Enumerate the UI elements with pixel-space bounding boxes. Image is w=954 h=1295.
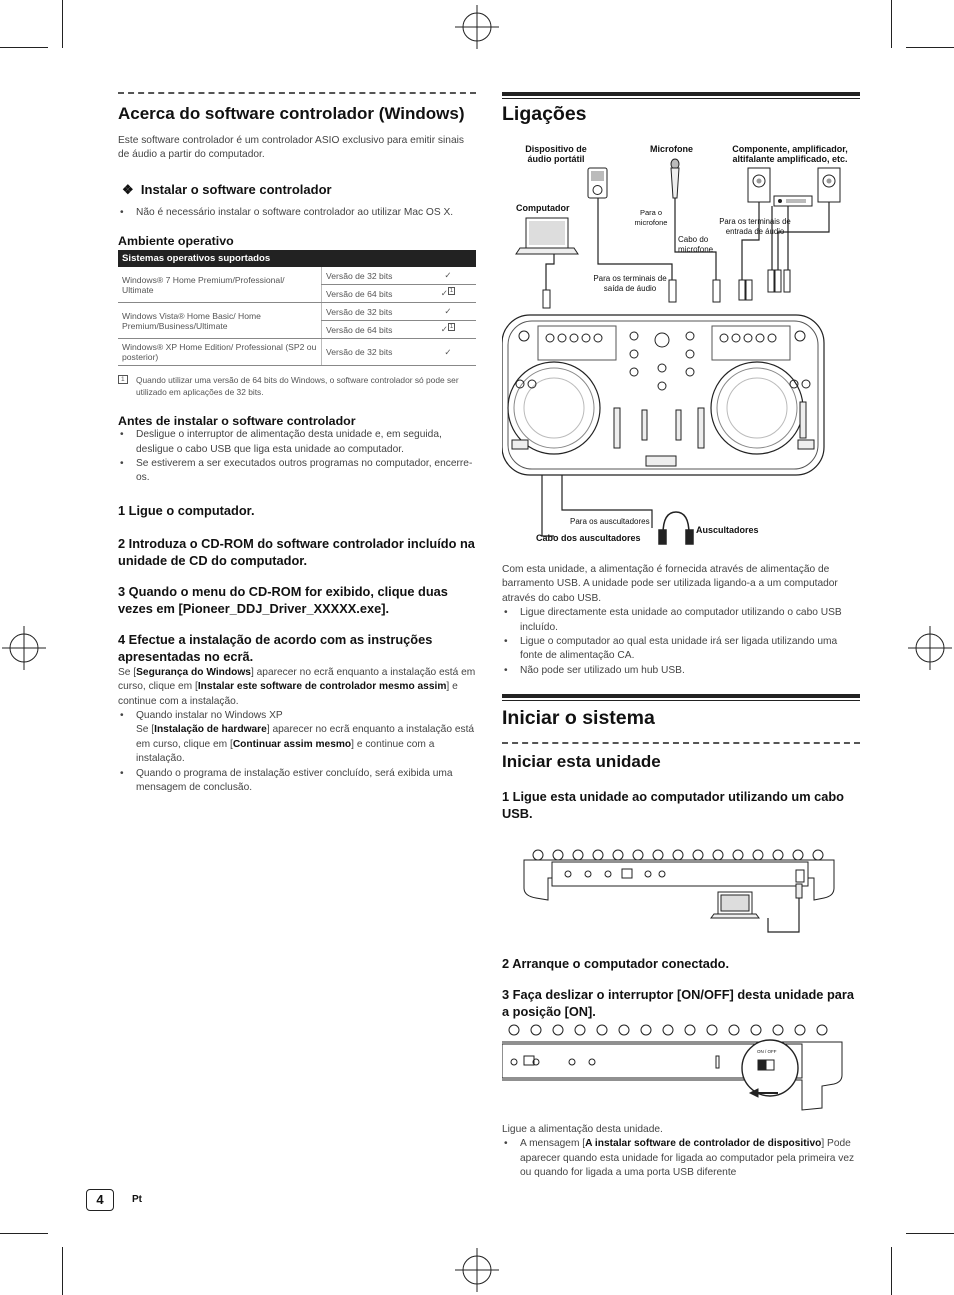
crop-mark (62, 0, 63, 48)
version-cell: Versão de 32 bits (322, 339, 421, 366)
rstep-2: 2 Arranque o computador conectado. (502, 956, 730, 971)
list-item (118, 709, 476, 767)
footnote-text: Quando utilizar uma versão de 64 bits do Windows, o software controlador só pode ser utilizado em aplicações de 32 bits. (136, 375, 459, 398)
onoff-switch-diagram (502, 1020, 846, 1112)
before-heading: Antes de instalar o software controlador (118, 414, 356, 429)
label-headphones: Auscultadores (696, 525, 759, 535)
label-to-headphones: Para os auscultadores (570, 517, 650, 526)
check-icon: ✓ (440, 288, 448, 299)
step4-text (118, 666, 476, 709)
version-cell: Versão de 64 bits (322, 321, 421, 339)
list-item: • Ligue o computador ao qual esta unidade irá ser ligada utilizando uma fonte de alimentação CA. (502, 635, 860, 664)
onoff-label: ON / OFF (757, 1049, 777, 1054)
label-to-input: Para os terminais de entrada de áudio (719, 217, 791, 236)
label-portable: Dispositivo de áudio portátil (525, 144, 587, 164)
label-mic-cable: Cabo do microfone (678, 235, 714, 254)
power-on-section (502, 1123, 860, 1181)
speaker-left-icon (748, 168, 770, 202)
crop-mark (62, 1247, 63, 1295)
os-cell: Windows® XP Home Edition/ Professional (SP2 ou posterior) (118, 339, 322, 366)
list-item: • Se estiverem a ser executados outros programas no computador, encerre-os. (118, 457, 476, 486)
page-number: 4 (86, 1189, 114, 1211)
list-item: • Quando o programa de instalação estiver concluído, será exibida uma mensagem de conclusão. (118, 767, 476, 796)
text-run: ] e continue com a instalação. (118, 681, 458, 707)
label-computer: Computador (516, 203, 570, 213)
usb-connection-diagram (518, 848, 840, 938)
table-row (118, 267, 476, 285)
section-title: Acerca do software controlador (Windows) (118, 104, 465, 123)
microphone-icon (671, 159, 679, 198)
table-row (118, 339, 476, 366)
check-cell (420, 303, 476, 321)
install-heading (118, 182, 476, 198)
footnote-ref: 1 (449, 288, 454, 295)
list-item: • Ligue directamente esta unidade ao computador utilizando o cabo USB incluído. (502, 606, 860, 635)
section-divider (502, 742, 860, 744)
text-bold: A instalar software de controlador de dispositivo (585, 1138, 822, 1150)
steps-section (502, 955, 860, 1020)
section-divider (118, 92, 476, 94)
rstep-3: 3 Faça deslizar o interruptor [ON/OFF] desta unidade para a posição [ON]. (502, 987, 854, 1019)
rstep-1: 1 Ligue esta unidade ao computador utilizando um cabo USB. (502, 789, 844, 821)
crop-mark (891, 1247, 892, 1295)
footnote-ref: 1 (449, 324, 454, 331)
start-section (502, 694, 860, 822)
label-to-mic: Para o microfone (634, 208, 668, 227)
version-cell: Versão de 32 bits (322, 267, 421, 285)
registration-mark (455, 1248, 499, 1292)
registration-mark (908, 626, 952, 670)
title-rule (502, 700, 860, 701)
registration-mark (2, 626, 46, 670)
headphones-icon (659, 512, 693, 544)
title-rule (502, 694, 860, 698)
check-cell (420, 267, 476, 285)
speaker-right-icon (818, 168, 840, 202)
label-microphone: Microfone (650, 144, 694, 154)
check-icon: ✓ (440, 324, 448, 335)
os-cell: Windows® 7 Home Premium/Professional/ Ultimate (118, 267, 322, 303)
text-bold: Segurança do Windows (136, 666, 251, 678)
xp-line: • Quando instalar no Windows XP (136, 710, 283, 722)
step-4: 4 Efectue a instalação de acordo com as instruções apresentadas no ecrã. (118, 631, 433, 664)
list-item: • Desligue o interruptor de alimentação desta unidade e, em seguida, desligue o cabo USB que liga esta unidade ao computador. (118, 428, 476, 457)
os-cell: Windows Vista® Home Basic/ Home Premium/Business/Ultimate (118, 303, 322, 339)
power-section (502, 563, 860, 678)
step-3: 3 Quando o menu do CD-ROM for exibido, clique duas vezes em [Pioneer_DDJ_Driver_XXXXX.exe]. (118, 583, 448, 616)
right-column (502, 92, 860, 126)
table-row (118, 303, 476, 321)
check-cell (420, 285, 476, 303)
check-cell (420, 339, 476, 366)
start-title: Iniciar o sistema (502, 707, 655, 729)
intro-text: Este software controlador é um controlador ASIO exclusivo para emitir sinais de áudio a partir do computador. (118, 135, 464, 161)
install-note: • Não é necessário instalar o software controlador ao utilizar Mac OS X. (118, 206, 476, 220)
text-run: ] e continue com a instalação. (136, 738, 435, 765)
text-run: A mensagem [ (520, 1138, 586, 1150)
table-header: Sistemas operativos suportados (118, 250, 476, 267)
footnote-mark: 1 (118, 375, 128, 384)
check-icon: ✓ (444, 346, 452, 357)
title-rule (502, 98, 860, 99)
registration-mark (455, 5, 499, 49)
text-run: Se [ (136, 724, 155, 736)
env-heading: Ambiente operativo (118, 234, 234, 249)
connections-title: Ligações (502, 103, 587, 125)
text-bold: Instalar este software de controlador mesmo assim (197, 681, 447, 693)
version-cell: Versão de 32 bits (322, 303, 421, 321)
list-item: • Não pode ser utilizado um hub USB. (502, 664, 860, 678)
diagram-drawing (502, 140, 862, 550)
power-intro: Com esta unidade, a alimentação é fornecida através de alimentação de barramento USB. A unidade pode ser utilizada ligando-a a um computador através do cabo USB. (502, 564, 838, 604)
language-code: Pt (132, 1194, 142, 1205)
dj-controller-icon (502, 315, 824, 475)
check-icon: ✓ (444, 270, 452, 281)
label-headphone-cable: Cabo dos auscultadores (536, 533, 641, 543)
xp-text (136, 723, 476, 766)
diamond-icon: ❖ (122, 181, 134, 197)
footnote (118, 374, 476, 398)
text-run: ] aparecer no ecrã enquanto a instalação está em curso, clique em [ (118, 666, 476, 693)
crop-mark (0, 1233, 48, 1234)
version-cell: Versão de 64 bits (322, 285, 421, 303)
crop-mark (906, 47, 954, 48)
text-run: Se [ (118, 666, 137, 678)
laptop-icon (516, 218, 578, 254)
left-column (118, 92, 476, 796)
step-1: 1 Ligue o computador. (118, 502, 255, 518)
text-run: ] aparecer no ecrã enquanto a instalação está em curso, clique em [ (136, 724, 475, 750)
portable-player-icon (588, 168, 607, 198)
connections-diagram (502, 140, 862, 550)
crop-mark (0, 47, 48, 48)
crop-mark (906, 1233, 954, 1234)
os-table (118, 250, 476, 366)
install-heading-label: Instalar o software controlador (140, 181, 332, 197)
start-unit-heading: Iniciar esta unidade (502, 752, 661, 771)
crop-mark (891, 0, 892, 48)
text-bold: Instalação de hardware (154, 724, 267, 736)
text-bold: Continuar assim mesmo (232, 738, 352, 750)
check-icon: ✓ (444, 306, 452, 317)
label-component: Componente, amplificador, altifalante amplificado, etc. (732, 144, 848, 164)
list-item (502, 1137, 860, 1180)
step-2: 2 Introduza o CD-ROM do software controlador incluído na unidade de CD do computador. (118, 535, 475, 568)
label-to-output: Para os terminais de saída de áudio (593, 274, 667, 293)
check-cell (420, 321, 476, 339)
power-on-text: Ligue a alimentação desta unidade. (502, 1124, 663, 1135)
title-rule (502, 92, 860, 96)
amplifier-icon (774, 196, 812, 206)
text-run: ] Pode aparecer quando esta unidade for ligada ao computador pela primeira vez ou quando for ligada a uma porta USB diferente (520, 1138, 855, 1179)
